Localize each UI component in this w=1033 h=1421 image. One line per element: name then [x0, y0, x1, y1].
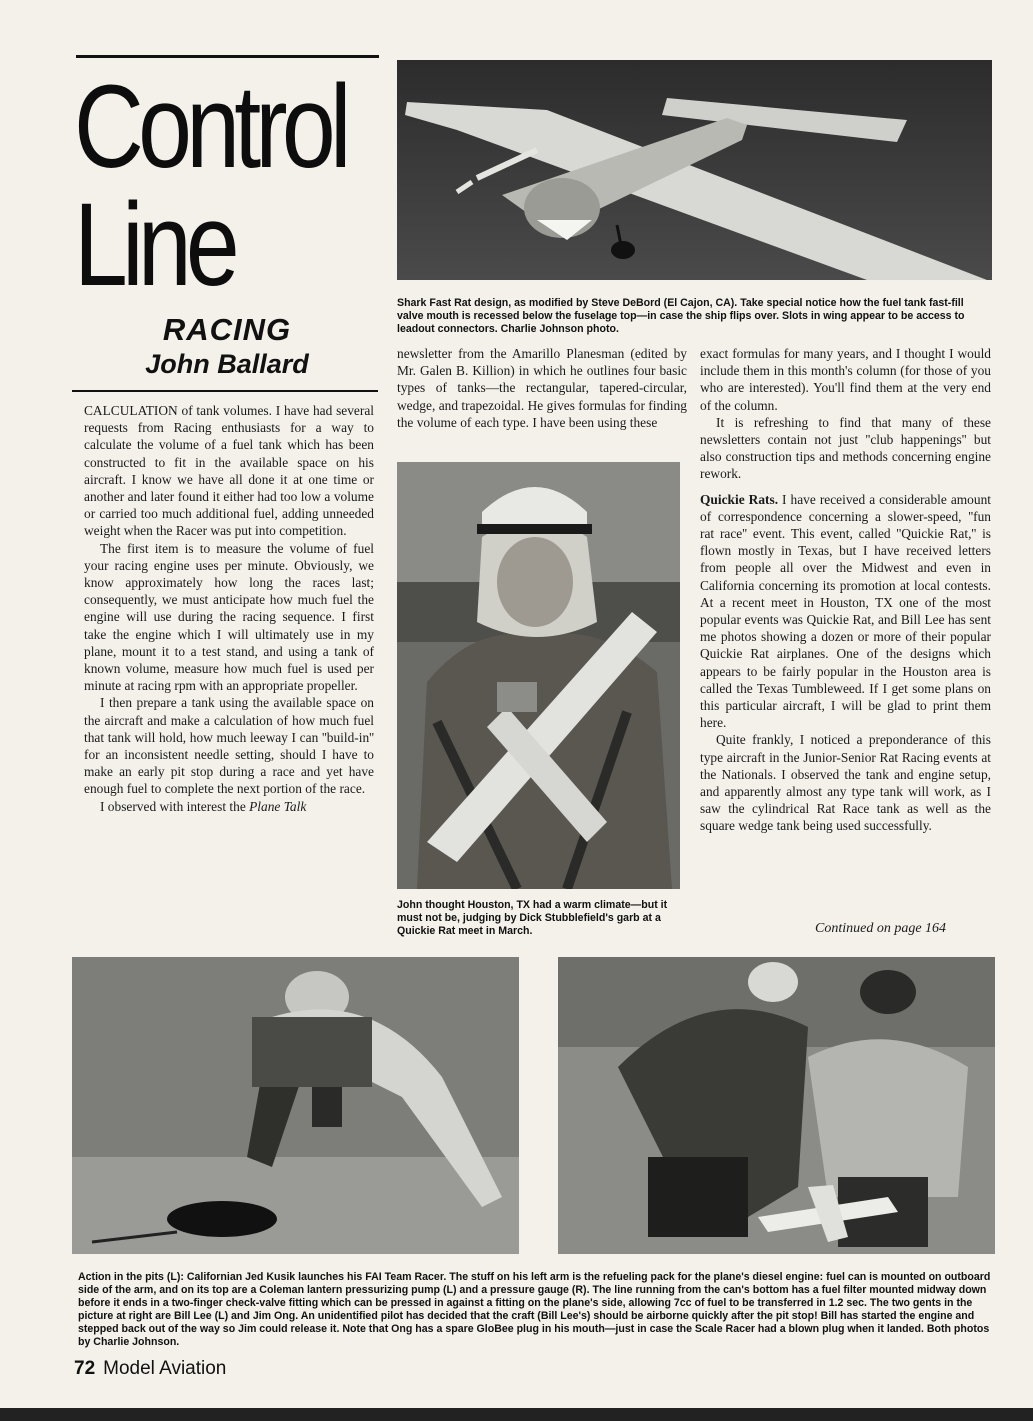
title-line-2: Line: [74, 179, 234, 311]
title-top-rule: [76, 55, 379, 58]
publication-title: Plane Talk: [249, 798, 307, 814]
column-2: [397, 345, 687, 431]
title-line-1: Control: [74, 61, 346, 193]
title-bottom-rule: [72, 390, 378, 392]
department-label: RACING: [162, 312, 292, 347]
col3-para-2: It is refreshing to find that many of these newsletters contain not just ''club happenings'' but also construction tips and methods concerning engine rework.: [700, 414, 991, 482]
photo-bill-lee-jim-ong: [558, 957, 995, 1254]
col1-para-3: I then prepare a tank using the available space on the aircraft and make a calculation of how much fuel that tank will hold, how much leeway I can ''build-in'' for an inconsistent needle setting, should I have to make an early pit stop during a race and yet have enough fuel to complete the next portion of the race.: [84, 695, 374, 797]
continued-note: Continued on page 164: [815, 921, 947, 936]
page-number: 72: [74, 1358, 96, 1379]
col1-para-2: The first item is to measure the volume of fuel your racing engine uses per minute. Obviously, we know approximately how long the races last; consequently, we must anticipate how much fuel the engine will use during the racing sequence. I first take the engine which I will ultimately use in my plane, mount it to a test stand, and using a tank of known volume, measure how much fuel is used per minute at racing rpm with an appropriate propeller.: [84, 540, 374, 694]
col2-para-1: newsletter from the Amarillo Planesman (edited by Mr. Galen B. Killion) in which he outlines four basic types of tanks—the rectangular, tapered-circular, wedge, and trapezoidal. He gives formulas for finding the volume of each type. I have been using these: [397, 346, 687, 430]
top-photo-caption: Shark Fast Rat design, as modified by Steve DeBord (El Cajon, CA). Take special notice how the fuel tank fast-fill valve mouth is recessed below the fuselage top—in case the ship flips over. Slots in wing appear to be access to leadout connectors. Charlie Johnson photo.: [397, 297, 965, 335]
folio: [74, 1358, 226, 1380]
col1-para-4: I observed with interest the Plane Talk: [100, 798, 307, 814]
col1-para-1: [84, 402, 374, 540]
middle-photo-caption: John thought Houston, TX had a warm climate—but it must not be, judging by Dick Stubblefield's garb at a Quickie Rat meet in March.: [397, 899, 668, 937]
photo-jed-kusik: [72, 957, 519, 1254]
column-1: [84, 402, 374, 815]
lead-word: CALCULATION: [84, 403, 178, 418]
bottom-photos-caption: Action in the pits (L): Californian Jed Kusik launches his FAI Team Racer. The stuff on his left arm is the refueling pack for the plane's diesel engine: fuel can is mounted on outboard side of the arm, and on its top are a Coleman lantern pressurizing pump (L) and a pressure gauge (R). The line running from the can's bottom has a fuel filter mounted midway down before it ends in a two-finger check-valve fitting which can be pressed in against a fitting on the plane's side, allowing 7cc of fuel to be transferred in 1.2 sec. The two gents in the picture at right are Bill Lee (L) and Jim Ong. An unidentified pilot has decided that the craft (Bill Lee's) should be airborne quickly after the pit stop! Bill has started the engine and stepped back out of the way so Jim could release it. Note that Ong has a spare GloBee plug in his mouth—just in case the Scale Racer had a blown plug when it landed. Both photos by Charlie Johnson.: [78, 1271, 991, 1348]
photo-dick-stubblefield: [397, 462, 680, 889]
magazine-name: Model Aviation: [103, 1358, 227, 1379]
photo-shark-fast-rat: [397, 60, 992, 280]
column-3: [700, 345, 991, 835]
col3-para-3: Quickie Rats. I have received a considerable amount of correspondence concerning a slower-speed, ''fun rat race'' event. This event, called ''Quickie Rat,'' is flown mostly in Texas, but I have received letters from people all over the Midwest and even in California concerning its promotion at local contests. At a recent meet in Houston, TX one of the most popular events was Quickie Rat, and Bill Lee has sent me photos showing a dozen or more of their popular Quickie Rat airplanes. One of the designs which appears to be fairly popular in the Houston area is called the Texas Tumbleweed. If I get some plans on this particular aircraft, I will be glad to print them here.: [700, 491, 991, 731]
col3-para-4: Quite frankly, I noticed a preponderance of this type aircraft in the Junior-Senior Rat Racing events at the Nationals. I observed the tank and engine setup, and apparently almost any type tank will work, as I saw the cylindrical Rat Race tank as well as the square wedge tank being used successfully.: [700, 732, 991, 834]
scan-edge: [0, 1408, 1033, 1421]
col3-para-1: exact formulas for many years, and I thought I would include them in this month's column (for those of you who are interested). You'll find them at the very end of the column.: [700, 346, 991, 413]
author-name: John Ballard: [145, 349, 309, 379]
col1-para-1-text: of tank volumes. I have had several requests from Racing enthusiasts for a way to calculate the volume of a fuel tank which has been constructed to fit in the available space on his aircraft. I know we have all done it at one time or another and later found it either had too low a volume or carried too much additional fuel, adding unneeded weight when the Racer was put into competition.: [84, 403, 374, 539]
run-in-head: Quickie Rats.: [700, 491, 779, 507]
